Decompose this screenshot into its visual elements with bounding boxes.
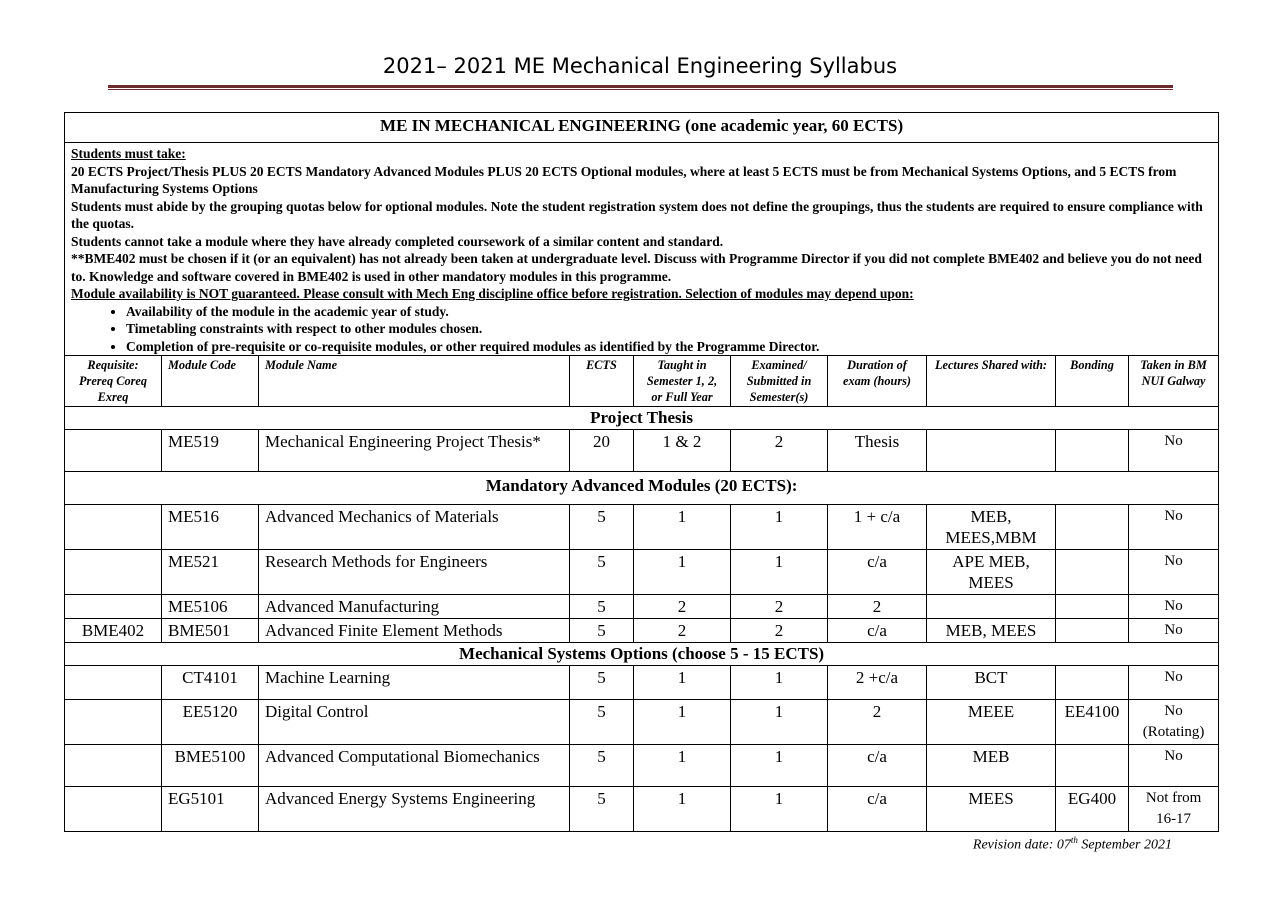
table-row xyxy=(65,700,1219,745)
cell-duration: c/a xyxy=(828,619,927,643)
cell-requisite xyxy=(65,550,162,595)
cell-ects: 5 xyxy=(570,745,634,787)
revision-sup: th xyxy=(1070,835,1078,845)
cell-duration: 2 xyxy=(828,595,927,619)
table-row xyxy=(65,430,1219,472)
cell-exam: 1 xyxy=(731,787,828,832)
cell-taken: No xyxy=(1129,550,1219,595)
cell-shared: BCT xyxy=(927,666,1056,700)
cell-duration: Thesis xyxy=(828,430,927,472)
table-row xyxy=(65,745,1219,787)
col-lectures-shared: Lectures Shared with: xyxy=(927,356,1056,407)
list-item: • Availability of the module in the academic year of study. xyxy=(126,303,1212,321)
cell-name: Advanced Computational Biomechanics xyxy=(259,745,570,787)
table-row xyxy=(65,550,1219,595)
cell-name: Advanced Mechanics of Materials xyxy=(259,505,570,550)
cell-shared: MEB, MEES,MBM xyxy=(927,505,1056,550)
cell-exam: 1 xyxy=(731,550,828,595)
revision-date xyxy=(973,835,1172,854)
page-title: 2021– 2021 ME Mechanical Engineering Syllabus xyxy=(382,54,898,78)
cell-shared: MEEE xyxy=(927,700,1056,745)
cell-taught: 1 & 2 xyxy=(634,430,731,472)
cell-taken: No xyxy=(1129,595,1219,619)
cell-ects: 5 xyxy=(570,700,634,745)
cell-duration: c/a xyxy=(828,745,927,787)
cell-bonding xyxy=(1056,595,1129,619)
cell-shared: MEES xyxy=(927,787,1056,832)
cell-code: ME5106 xyxy=(162,595,259,619)
cell-code: CT4101 xyxy=(162,666,259,700)
cell-name: Advanced Energy Systems Engineering xyxy=(259,787,570,832)
table-row xyxy=(65,505,1219,550)
table-row xyxy=(65,787,1219,832)
cell-taught: 1 xyxy=(634,550,731,595)
intro-line-6: Module availability is NOT guaranteed. Please consult with Mech Eng discipline office before registration. Selection of modules may depend upon: xyxy=(71,286,914,301)
cell-name: Digital Control xyxy=(259,700,570,745)
cell-requisite xyxy=(65,430,162,472)
col-duration: Duration of exam (hours) xyxy=(828,356,927,407)
cell-bonding: EE4100 xyxy=(1056,700,1129,745)
col-taken-in: Taken in BM NUI Galway xyxy=(1129,356,1219,407)
cell-shared: APE MEB, MEES xyxy=(927,550,1056,595)
table-heading: ME IN MECHANICAL ENGINEERING (one academic year, 60 ECTS) xyxy=(65,113,1219,143)
cell-requisite xyxy=(65,787,162,832)
cell-bonding xyxy=(1056,505,1129,550)
cell-duration: c/a xyxy=(828,787,927,832)
intro-line-3: Students must abide by the grouping quotas below for optional modules. Note the student registration system does not define the groupings, thus the students are required to ensure compliance with the quotas. xyxy=(71,198,1203,231)
cell-exam: 1 xyxy=(731,700,828,745)
cell-requisite xyxy=(65,595,162,619)
cell-name: Mechanical Engineering Project Thesis* xyxy=(259,430,570,472)
cell-taken: No xyxy=(1129,666,1219,700)
cell-bonding xyxy=(1056,550,1129,595)
revision-suffix: September 2021 xyxy=(1077,837,1172,853)
list-item: • Completion of pre-requisite or co-requisite modules, or other required modules as identified by the Programme Director. xyxy=(126,338,1212,356)
cell-ects: 5 xyxy=(570,666,634,700)
cell-requisite: BME402 xyxy=(65,619,162,643)
cell-name: Machine Learning xyxy=(259,666,570,700)
intro-line-5: **BME402 must be chosen if it (or an equivalent) has not already been taken at undergraduate level. Discuss with Programme Director if you did not complete BME402 and believe you do not need to. Knowledge and software covered in BME402 is used in other mandatory modules in this programme. xyxy=(71,251,1202,284)
column-header-row xyxy=(65,356,1219,407)
cell-code: BME501 xyxy=(162,619,259,643)
list-item: • Timetabling constraints with respect to other modules chosen. xyxy=(126,320,1212,338)
title-rule-thin xyxy=(108,89,1173,90)
cell-taken: No xyxy=(1129,619,1219,643)
table-row xyxy=(65,595,1219,619)
cell-duration: c/a xyxy=(828,550,927,595)
cell-taught: 1 xyxy=(634,745,731,787)
cell-ects: 20 xyxy=(570,430,634,472)
cell-ects: 5 xyxy=(570,595,634,619)
cell-taught: 2 xyxy=(634,619,731,643)
cell-taught: 1 xyxy=(634,666,731,700)
syllabus-table xyxy=(64,112,1219,832)
cell-name: Advanced Manufacturing xyxy=(259,595,570,619)
cell-taken: No xyxy=(1129,745,1219,787)
col-requisite: Requisite: Prereq Coreq Exreq xyxy=(65,356,162,407)
cell-shared: MEB, MEES xyxy=(927,619,1056,643)
cell-taken: No xyxy=(1129,505,1219,550)
cell-code: ME521 xyxy=(162,550,259,595)
cell-exam: 2 xyxy=(731,430,828,472)
cell-requisite xyxy=(65,700,162,745)
intro-line-1: Students must take: xyxy=(71,146,186,161)
cell-exam: 2 xyxy=(731,619,828,643)
cell-duration: 2 +c/a xyxy=(828,666,927,700)
col-examined: Examined/ Submitted in Semester(s) xyxy=(731,356,828,407)
table-row xyxy=(65,666,1219,700)
cell-name: Advanced Finite Element Methods xyxy=(259,619,570,643)
cell-ects: 5 xyxy=(570,505,634,550)
section-project-thesis: Project Thesis xyxy=(65,407,1219,430)
cell-bonding xyxy=(1056,666,1129,700)
cell-duration: 1 + c/a xyxy=(828,505,927,550)
cell-name: Research Methods for Engineers xyxy=(259,550,570,595)
table-row xyxy=(65,619,1219,643)
cell-taught: 1 xyxy=(634,700,731,745)
cell-exam: 2 xyxy=(731,595,828,619)
cell-shared xyxy=(927,430,1056,472)
cell-code: ME519 xyxy=(162,430,259,472)
cell-taught: 1 xyxy=(634,787,731,832)
cell-taken: No xyxy=(1129,430,1219,472)
section-mechanical-systems: Mechanical Systems Options (choose 5 - 15 ECTS) xyxy=(65,643,1219,666)
cell-requisite xyxy=(65,666,162,700)
cell-requisite xyxy=(65,505,162,550)
cell-taught: 2 xyxy=(634,595,731,619)
cell-code: EG5101 xyxy=(162,787,259,832)
cell-bonding: EG400 xyxy=(1056,787,1129,832)
cell-code: ME516 xyxy=(162,505,259,550)
cell-bonding xyxy=(1056,430,1129,472)
intro-line-2: 20 ECTS Project/Thesis PLUS 20 ECTS Mandatory Advanced Modules PLUS 20 ECTS Optional modules, where at least 5 ECTS must be from Mechanical Systems Options, and 5 ECTS from Manufacturing Systems Options xyxy=(71,163,1177,196)
cell-bonding xyxy=(1056,619,1129,643)
cell-ects: 5 xyxy=(570,550,634,595)
col-ects: ECTS xyxy=(570,356,634,407)
cell-exam: 1 xyxy=(731,666,828,700)
col-taught-in: Taught in Semester 1, 2, or Full Year xyxy=(634,356,731,407)
col-bonding: Bonding xyxy=(1056,356,1129,407)
cell-taken: No (Rotating) xyxy=(1129,700,1219,745)
title-rule xyxy=(108,85,1173,88)
cell-exam: 1 xyxy=(731,505,828,550)
intro-line-4: Students cannot take a module where they have already completed coursework of a similar content and standard. xyxy=(71,233,724,249)
revision-prefix: Revision date: 07 xyxy=(972,837,1071,853)
col-module-code: Module Code xyxy=(162,356,259,407)
cell-shared xyxy=(927,595,1056,619)
cell-ects: 5 xyxy=(570,619,634,643)
cell-taught: 1 xyxy=(634,505,731,550)
intro-notes xyxy=(65,143,1219,356)
cell-exam: 1 xyxy=(731,745,828,787)
cell-requisite xyxy=(65,745,162,787)
section-mandatory: Mandatory Advanced Modules (20 ECTS): xyxy=(65,472,1219,505)
cell-duration: 2 xyxy=(828,700,927,745)
cell-code: EE5120 xyxy=(162,700,259,745)
cell-code: BME5100 xyxy=(162,745,259,787)
cell-bonding xyxy=(1056,745,1129,787)
cell-shared: MEB xyxy=(927,745,1056,787)
cell-ects: 5 xyxy=(570,787,634,832)
col-module-name: Module Name xyxy=(259,356,570,407)
availability-list xyxy=(71,303,1212,356)
cell-taken: Not from 16-17 xyxy=(1129,787,1219,832)
